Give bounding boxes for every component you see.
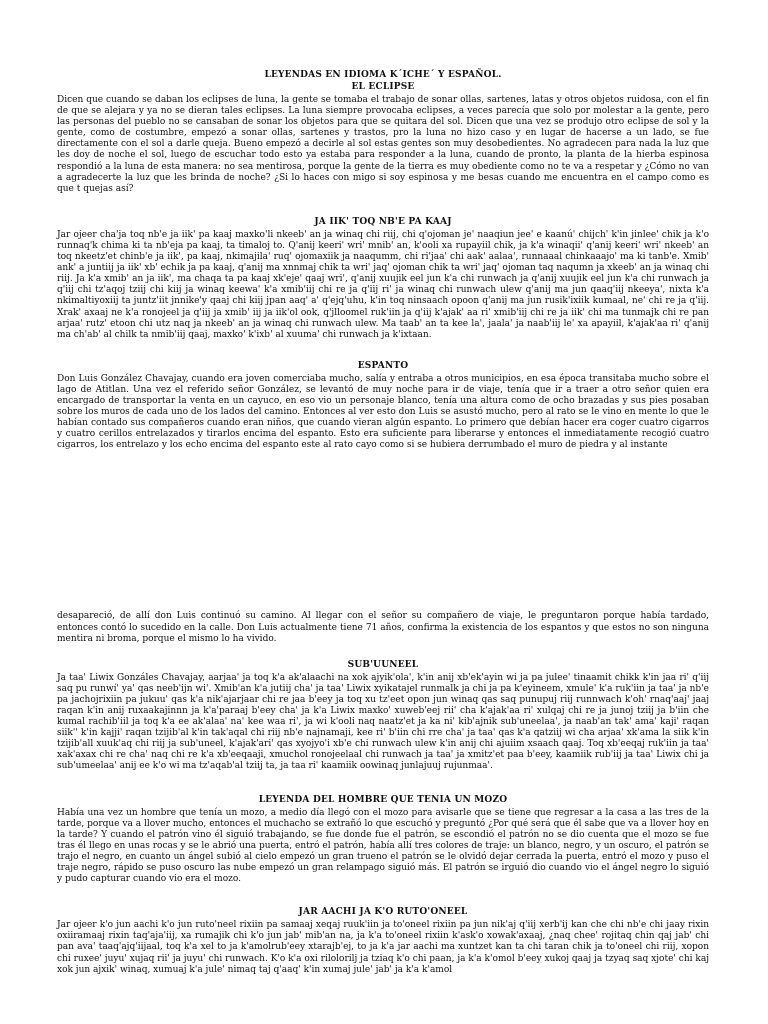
section-body-subuuneel: Ja taa' Liwix Gonzáles Chavajay, aarjaa' ja toq k'a ak'alaachi na xok ajyik'ola', k'in anij xb'ek'ayin wi ja pa julee' tinaamit chikk k'in jaa ri' q'iij saq pu runwí' ya' qas neeb'ijn wi'. Xmib'an k'a jutiij cha' ja taa' Liwix xyikatajel runmalk ja chi ja pa k'eyineem, xmule' k'a ruk'iin ja taa' ja nb'e pa jachojrixiin pa jukuu' qas k'a nik'ajarjaar chi re jaa b'eey ja toq xu tz'eet opon jun winaq qas saq punupuj riij runnwach k'oh' rnaq'aaj' jaaj raqan k'in anij ruxaakajinnn ja k'a'paraaj b'eey cha' ja k'a Liwix maxko' xuweb'eej rii' cha k'ajak'aa ri' xulqaj chi re ja junoj tziij ja b'iin che kumal rachib'iil ja toq k'a ee ak'alaa' na' kee waa ri', ja wi k'ooli naq naatz'et ja ka ni' kib'ajnik sub'uneelaa', ja naab'an tak' ama' kaji' raqan siik'' k'in kajji' raqan tzijib'al k'in tak'aqal chi riij nb'e najnamaji, kee ri' b'iin chi rre cha' ja taa' qas k'a qatziij wi cha arjaa' xk'ama la siik k'in tzijib'all xuuk'aq chi riij ja sub'uneel, k'ajak'ari' qas xyojyo'i xb'e chi runwach ulew k'in anij chi ajuiim xsaach qaaj. Toq xb'eeqaj ruk'iin ja taa' xak'axax chi re cha' naq chi re k'a xb'eeqaaji, xmuchol ronojeelaal chi runwach ja taa' ja xmitz'et paa b'eey, kaamiik rub'iij ja taa' Liwix chi ja sub'umeelaa' anij ee k'o wi ma tz'aqab'al tziij ta, ja taa ri' kaamiik oowinaq junlajuuj rujunmaa'. [57,672,709,772]
section-body-iik: Jar ojeer cha'ja toq nb'e ja iik' pa kaaj maxko'li nkeeb' an ja winaq chi riij, chi q'ojoman je' naaqiun jee' e kaanú' chijch' k'in jinlee' chik ja k'o runnaq'k chima ki ta nb'eja pa kaaj, ta timaloj to. Q'anij keeri' wri' mnib' an, k'ooli xa rupayiil chik, ja k'a winaqii' q'anij keeri' wri' nkeeb' an toq nkeetz'et chinb'e ja iik', pa kaaj, nkimajila' ruq' ojomaxiik ja naaqumm, chi ri'jaa' chi aak' aalaa', runnaaal chinkaaajo' ma ki tanb'e. Xmib' ank' a juntiij ja iik' xb' echik ja pa kaaj, q'anij ma xnnmaj chik ta wri' jaq' ojoman chik ta wri' jaq' ojoman taq naqumn ja xkeeb' an ja winaq chi riij. Ja k'a xmib' an ja iik', ma chaqa ta pa kaaj xk'eje' qaaj wri', q'anij xuujik eel jun k'a chi runwach ja q'anij xuujik eel jun k'a chi runwach ja q'iij chi tz'aqoj tziij chi kiij ja winaq keewa' k'a xmib'iij chi re ja q'iij ri' ja winaq chi runwach ulew q'anij ma jun qaaq'iij nkeeya', nixta k'a nkimaltiyoxiij ta juntz'iit jnnike'y qaaj chi kiij jpan aaq' a' q'ejq'uhu, k'in toq ninsaach opoon q'anij ma jun rusik'ixiik kumaal, ne' chi re ja q'iij. Xrak' axaaj ne k'a ronojeel ja q'iij ja xmib' iij ja iik'ol ook, q'jlloomel ruk'iin ja q'iij k'ajak' aa ri' xmib'iij chi re ja iik' chi ma tunmajk chi re pan arjaa' rutz' etoon chi utz naq ja nkeeb' an ja winaq chi runwach ulew. Ma taab' an ta kee la', jaala' ja naab'iij le' xa apayiil, k'ajak'aa ri' q'anij ma ch'ab' al chilk ta nmib'iij qaaj, maxko' k'ixb' al xuuma' chi runwach ja k'ixtaan. [57,229,709,340]
document-page [57,70,709,976]
section-body-espanto-continued: desapareció, de allí don Luis continuó su camino. Al llegar con el señor su compañero de viaje, le preguntaron porque había tardado, entonces contó lo sucedido en la calle. Don Luis actualmente tiene 71 años, confirma la existencia de los espantos y que estos no son ninguna mentira ni broma, porque el mismo lo ha vivido. [57,611,709,644]
section-title-aachi-toooneel: JAR AACHI JA K'O RUTO'ONEEL [298,907,468,918]
section-title-subuuneel: SUB'UUNEEL [347,659,419,670]
section-body-aachi-toooneel: Jar ojeer k'o jun aachi k'o jun ruto'neel rixiin pa samaaj xeqaj ruuk'iin ja to'oneel rixiin pa jun nik'aj q'iij xerb'ij kan che chi nb'e chi jaay rixin oxiiramaaj rixin taq'aja'iij, xa rumajik chi k'o jun jab' mib'an na, ja k'a to'oneel rixiin k'ask'o xowak'axaaj, ¿naq chee' rojitaq chin qaj jab' chi pan ava' taaq'ajq'iijaal, toq k'a xel to ja k'amolrub'eey xtarajb'ej, to ja k'a jar aachi ma xuntzet kan ta chi taran chik ja to'oneel chi riij, xopon chi ruxee' juyu' xujaq rii' ja juyu' chi runwach. K'o k'a oxi rilolorilj ja tziaq k'o chi paan, ja k'a k'omol b'eey xukoj qaaj ja tzyaq saq xjote' chi kaj xok jun ajxik' winaq, xumuaj k'a jule' nimaq taj q'aaq' k'in xumaj jule' jab' ja k'a k'amol [57,920,709,975]
section-title-iik: JA IIK' TOQ NB'E PA KAAJ [314,216,452,227]
section-body-espanto: Don Luis González Chavajay, cuando era joven comerciaba mucho, salía y entraba a otros municipios, en esa época transitaba mucho sobre el lago de Atitlan. Una vez el referido señor González, se levantó de muy noche para ir de viaje, tenía que ir a traer a otro señor quien era encargado de transportar la venta en un cayuco, en eso vio un personaje blanco, tenía una altura como de ocho brazadas y sus pies posaban sobre los muros de cada uno de los lados del camino. Entonces al ver esto don Luis se asustó mucho, pero al rato se le vino en mente lo que le habían contado sus compañeros cuando eran niños, que cuando vieran algún espanto. Lo primero que debían hacer era coger cuatro cigarros y cuatro cerillos entrelazados y tirarlos encima del espanto. Esto era suficiente para liberarse y entonces el inmediatamente recogió cuatro cigarros, los entrelazo y los echo encima del espanto este al rato cayo como si se hubiera derrumbado el muro de piedra y al instante [57,373,709,451]
section-title-eclipse: EL ECLIPSE [351,82,415,92]
document-title: LEYENDAS EN IDIOMA K´ICHE´ Y ESPAÑOL. [264,70,502,80]
blank-gap [57,451,709,611]
section-title-espanto: ESPANTO [357,360,409,371]
section-body-eclipse: Dicen que cuando se daban los eclipses de luna, la gente se tomaba el trabajo de sonar ollas, sartenes, latas y otros objetos ruidosa, con el fin de que se alejara y ya no se dieran tales eclipses. La luna siempre provocaba eclipses, a veces parecía que solo por molestar a la gente, pero las personas del pueblo no se cansaban de sonar los objetos para que se quitara del sol. Dicen que una vez se produjo otro eclipse de sol y la gente, como de costumbre, empezó a sonar ollas, sartenes y trastos, pro la luna no hizo caso y en lugar de hacerse a un lado, se fue directamente con el sol a darle queja. Bueno empezó a decirle al sol estas gentes son muy desobedientes. No agradecen para nada la luz que les doy de noche el sol, luego de escuchar todo esto ya estaba para responder a la luna, cuando de pronto, la planta de la hierba espinosa respondió a la luna de esta manera: no sea mentirosa, porque la gente de la tierra es muy obediente como no te va a respetar y ¿Cómo no van a agradecerte la luz que les brinda de noche? ¿Si lo haces con migo si soy espinosa y me besas cuando me encuentra en el campo como es que t quejas así? [57,95,709,194]
section-title-hombre-mozo: LEYENDA DEL HOMBRE QUE TENIA UN MOZO [258,794,508,805]
section-body-hombre-mozo: Había una vez un hombre que tenía un mozo, a medio día llegó con el mozo para avisarle que se tiene que regresar a la casa a las tres de la tarde, porque va a llover mucho, entonces el muchacho se extrañó lo que escuchó y preguntó ¿Por qué será que él sabe que va a llover hoy en la tarde? Y cuando el patrón vino él siguió trabajando, se fue donde fue el patrón, se escondió el patrón no se dio cuenta que el mozo se fue tras él llego en unas rocas y se le abrió una puerta, entró el patrón, había allí tres colores de traje: un blanco, negro, y un oscuro, el patrón se trajo el negro, en cuanto un ángel subió al cielo empezó un gran trueno el patrón se le olvidó dejar cerrada la puerta, entró el mozo y puso el traje negro, rápido se puso oscuro las nube empezó un gran relampago siguió más. El patrón se irguió dio cuando vio el ángel negro lo siguió y pudo capturar cuando vio era el mozo. [57,807,709,885]
